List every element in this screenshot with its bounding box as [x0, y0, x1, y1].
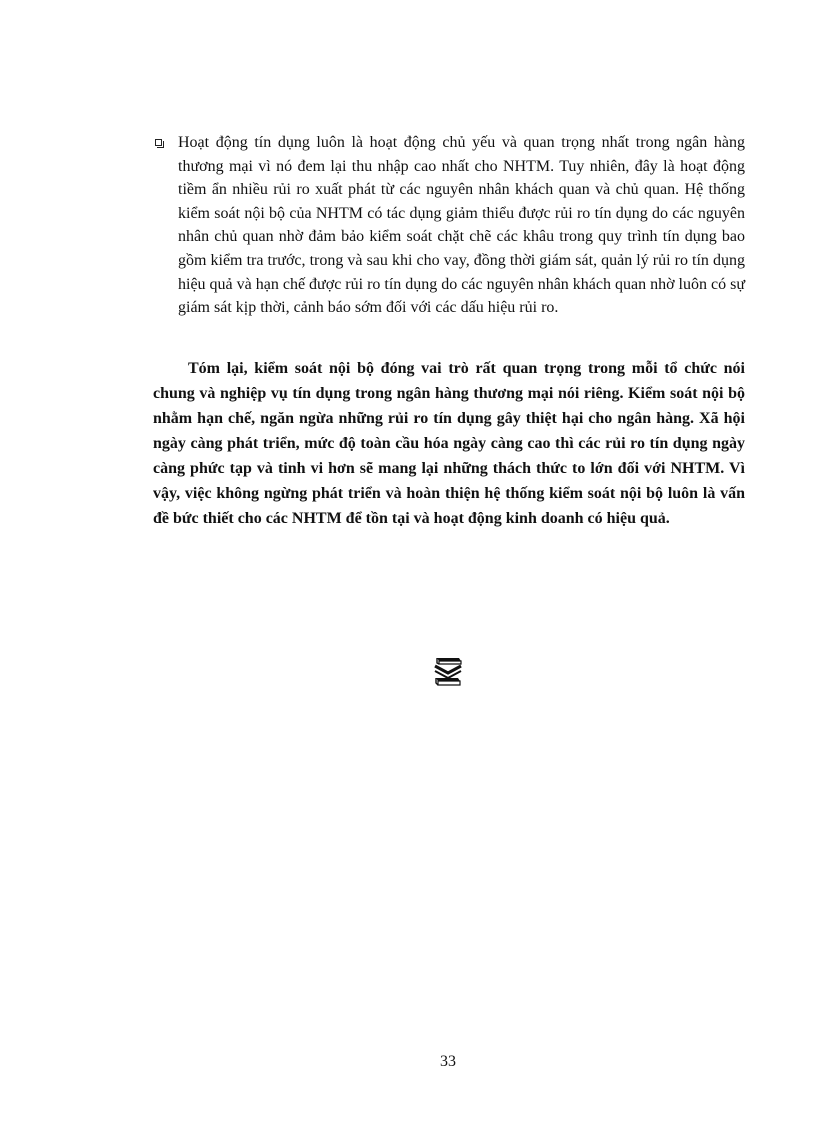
book-stack-icon — [431, 654, 465, 688]
bullet-paragraph: Hoạt động tín dụng luôn là hoạt động chủ yếu và quan trọng nhất trong ngân hàng thương mại vì nó đem lại thu nhập cao nhất cho NHTM. Tuy nhiên, đây là hoạt động tiềm ẩn nhiều rủi ro xuất phát từ các nguyên nhân khách quan và chủ quan. Hệ thống kiểm soát nội bộ của NHTM có tác dụng giảm thiểu được rủi ro tín dụng do các nguyên nhân chủ quan nhờ đảm bảo kiểm soát chặt chẽ các khâu trong quy trình tín dụng bao gồm kiểm tra trước, trong và sau khi cho vay, đồng thời giám sát, quản lý rủi ro tín dụng hiệu quả và hạn chế được rủi ro tín dụng do các nguyên nhân khách quan nhờ luôn có sự giám sát kịp thời, cảnh báo sớm đối với các dấu hiệu rủi ro. — [178, 134, 745, 317]
summary-paragraph: Tóm lại, kiểm soát nội bộ đóng vai trò rất quan trọng trong mỗi tổ chức nói chung và nghiệp vụ tín dụng trong ngân hàng thương mại nói riêng. Kiểm soát nội bộ nhằm hạn chế, ngăn ngừa những rủi ro tín dụng gây thiệt hại cho ngân hàng. Xã hội ngày càng phát triển, mức độ toàn cầu hóa ngày càng cao thì các rủi ro tín dụng ngày càng phức tạp và tinh vi hơn sẽ mang lại những thách thức to lớn đối với NHTM. Vì vậy, việc không ngừng phát triển và hoàn thiện hệ thống kiểm soát nội bộ luôn là vấn đề bức thiết cho các NHTM để tồn tại và hoạt động kinh doanh có hiệu quả. — [153, 360, 745, 527]
square-bullet-icon — [155, 139, 162, 146]
page-number: 33 — [440, 1053, 456, 1070]
bullet-list-item — [155, 131, 745, 320]
